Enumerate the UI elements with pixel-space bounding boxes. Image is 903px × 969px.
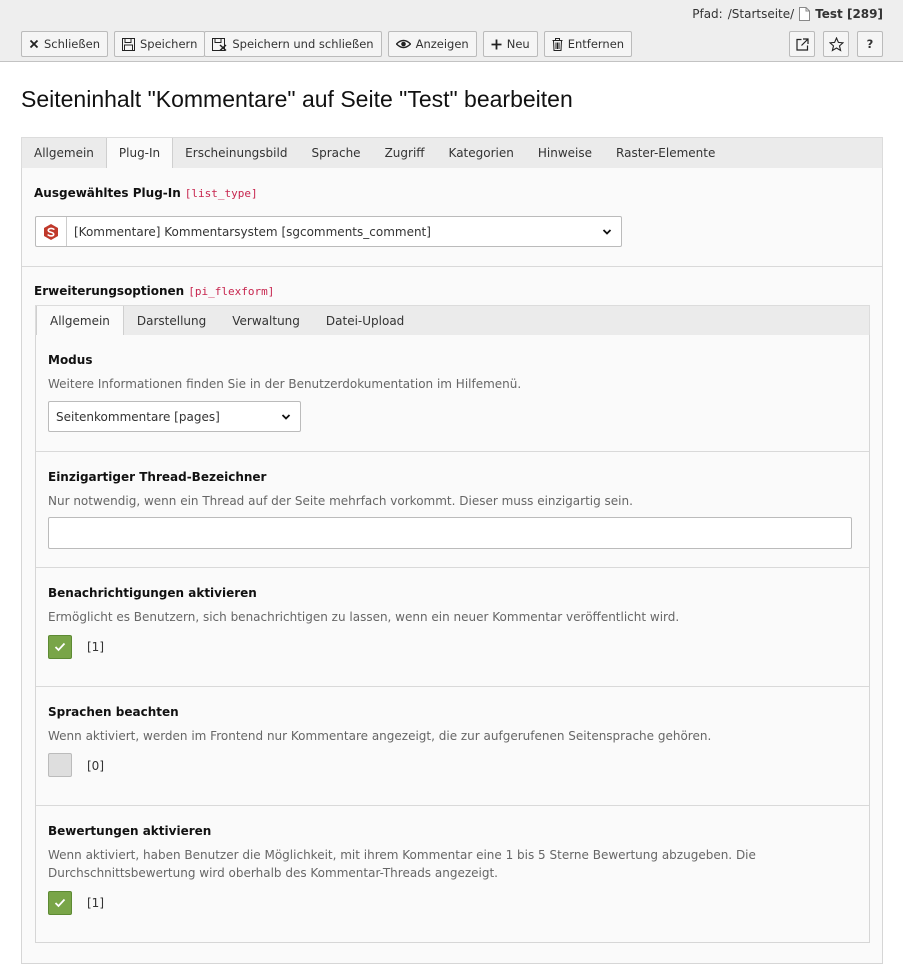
thread-label: Einzigartiger Thread-Bezeichner bbox=[48, 470, 267, 484]
page-title: Seiteninhalt "Kommentare" auf Seite "Test" bearbeiten bbox=[21, 86, 573, 112]
field-language bbox=[36, 687, 869, 806]
flexform-code: [pi_flexform] bbox=[188, 285, 275, 298]
tab-hinweise[interactable]: Hinweise bbox=[537, 146, 593, 160]
subtab-darstellung[interactable]: Darstellung bbox=[136, 314, 207, 328]
plugin-label-row bbox=[34, 186, 258, 200]
tab-kategorien[interactable]: Kategorien bbox=[448, 146, 514, 160]
save-close-button[interactable] bbox=[204, 31, 381, 57]
mode-select[interactable] bbox=[48, 401, 301, 432]
external-link-icon bbox=[796, 38, 809, 51]
notify-value: [1] bbox=[87, 640, 104, 654]
mode-select-value: Seitenkommentare [pages] bbox=[56, 409, 220, 424]
notify-label: Benachrichtigungen aktivieren bbox=[48, 586, 257, 600]
mode-description: Weitere Informationen finden Sie in der Benutzerdokumentation im Hilfemenü. bbox=[48, 377, 522, 391]
subtab-allgemein[interactable]: Allgemein bbox=[36, 306, 124, 337]
chevron-down-icon bbox=[602, 227, 612, 237]
language-checkbox[interactable] bbox=[48, 753, 72, 777]
language-label: Sprachen beachten bbox=[48, 705, 179, 719]
toolbar-right bbox=[789, 31, 883, 57]
star-icon bbox=[829, 37, 844, 52]
open-new-window-button[interactable] bbox=[789, 31, 815, 57]
chevron-down-icon bbox=[281, 412, 291, 422]
save-group bbox=[114, 31, 382, 57]
plugin-code: [list_type] bbox=[184, 187, 258, 200]
tab-plug-in[interactable]: Plug-In bbox=[106, 138, 173, 170]
bookmark-button[interactable] bbox=[823, 31, 849, 57]
tab-allgemein[interactable]: Allgemein bbox=[34, 146, 94, 160]
subtab-datei-upload[interactable]: Datei-Upload bbox=[325, 314, 405, 328]
path-label: Pfad: bbox=[692, 7, 723, 21]
view-button[interactable] bbox=[388, 31, 477, 57]
check-icon bbox=[54, 642, 66, 652]
new-label: Neu bbox=[506, 37, 530, 51]
notify-checkbox[interactable] bbox=[48, 635, 72, 659]
tab-erscheinungsbild[interactable]: Erscheinungsbild bbox=[185, 146, 288, 160]
plugin-label: Ausgewähltes Plug-In bbox=[34, 186, 181, 200]
flexform-tabs bbox=[35, 305, 870, 336]
mode-label: Modus bbox=[48, 353, 93, 367]
subtab-verwaltung[interactable]: Verwaltung bbox=[232, 314, 300, 328]
language-description: Wenn aktiviert, werden im Frontend nur Kommentare angezeigt, die zur aufgerufenen Seitensprache gehören. bbox=[48, 729, 712, 743]
plugin-select[interactable] bbox=[35, 216, 622, 247]
rating-checkbox[interactable] bbox=[48, 891, 72, 915]
field-mode bbox=[36, 335, 869, 452]
sgcomments-plugin-icon bbox=[42, 223, 60, 241]
path-value[interactable]: /Startseite/ bbox=[727, 7, 795, 21]
flexform-panel bbox=[35, 335, 870, 943]
save-close-label: Speichern und schließen bbox=[232, 37, 374, 51]
delete-label: Entfernen bbox=[567, 37, 625, 51]
section-divider bbox=[22, 266, 882, 267]
close-button[interactable] bbox=[21, 31, 108, 57]
plugin-panel bbox=[21, 168, 883, 964]
trash-icon bbox=[552, 38, 563, 51]
save-close-icon bbox=[212, 38, 227, 51]
plugin-icon-cell bbox=[36, 217, 67, 246]
field-notify bbox=[36, 568, 869, 687]
page-icon bbox=[799, 7, 810, 21]
path-title: Test [289] bbox=[815, 7, 883, 21]
breadcrumb bbox=[692, 6, 883, 22]
field-rating bbox=[36, 806, 869, 941]
toolbar bbox=[21, 31, 632, 57]
flexform-label-row bbox=[34, 284, 274, 298]
notify-description: Ermöglicht es Benutzern, sich benachrichtigen zu lassen, wenn ein neuer Kommentar veröffentlicht wird. bbox=[48, 610, 680, 624]
tab-sprache[interactable]: Sprache bbox=[311, 146, 361, 160]
close-icon bbox=[29, 39, 39, 49]
plus-icon bbox=[491, 39, 502, 50]
rating-label: Bewertungen aktivieren bbox=[48, 824, 212, 838]
save-button[interactable] bbox=[114, 31, 205, 57]
save-icon bbox=[122, 38, 135, 51]
flexform-label: Erweiterungsoptionen bbox=[34, 284, 185, 298]
delete-button[interactable] bbox=[544, 31, 632, 57]
save-label: Speichern bbox=[139, 37, 198, 51]
help-button[interactable]: ? bbox=[857, 31, 883, 57]
check-icon bbox=[54, 898, 66, 908]
thread-input[interactable] bbox=[48, 517, 852, 549]
new-button[interactable] bbox=[483, 31, 538, 57]
doc-header bbox=[0, 0, 903, 62]
language-value: [0] bbox=[87, 759, 104, 773]
eye-icon bbox=[396, 39, 411, 49]
main-tabs bbox=[21, 137, 883, 169]
rating-value: [1] bbox=[87, 896, 104, 910]
rating-description: Wenn aktiviert, haben Benutzer die Möglichkeit, mit ihrem Kommentar eine 1 bis 5 Sterne Bewertung abzugeben. Die Durchschnittsbewertung wird oberhalb des Kommentar-Threads angezeigt. bbox=[48, 848, 756, 880]
view-label: Anzeigen bbox=[415, 37, 469, 51]
close-label: Schließen bbox=[44, 37, 100, 51]
plugin-select-value: [Kommentare] Kommentarsystem [sgcomments_comment] bbox=[74, 224, 431, 239]
tab-raster-elemente[interactable]: Raster-Elemente bbox=[616, 146, 716, 160]
tab-zugriff[interactable]: Zugriff bbox=[384, 146, 425, 160]
field-thread bbox=[36, 452, 869, 568]
thread-description: Nur notwendig, wenn ein Thread auf der Seite mehrfach vorkommt. Dieser muss einzigartig sein. bbox=[48, 494, 633, 508]
